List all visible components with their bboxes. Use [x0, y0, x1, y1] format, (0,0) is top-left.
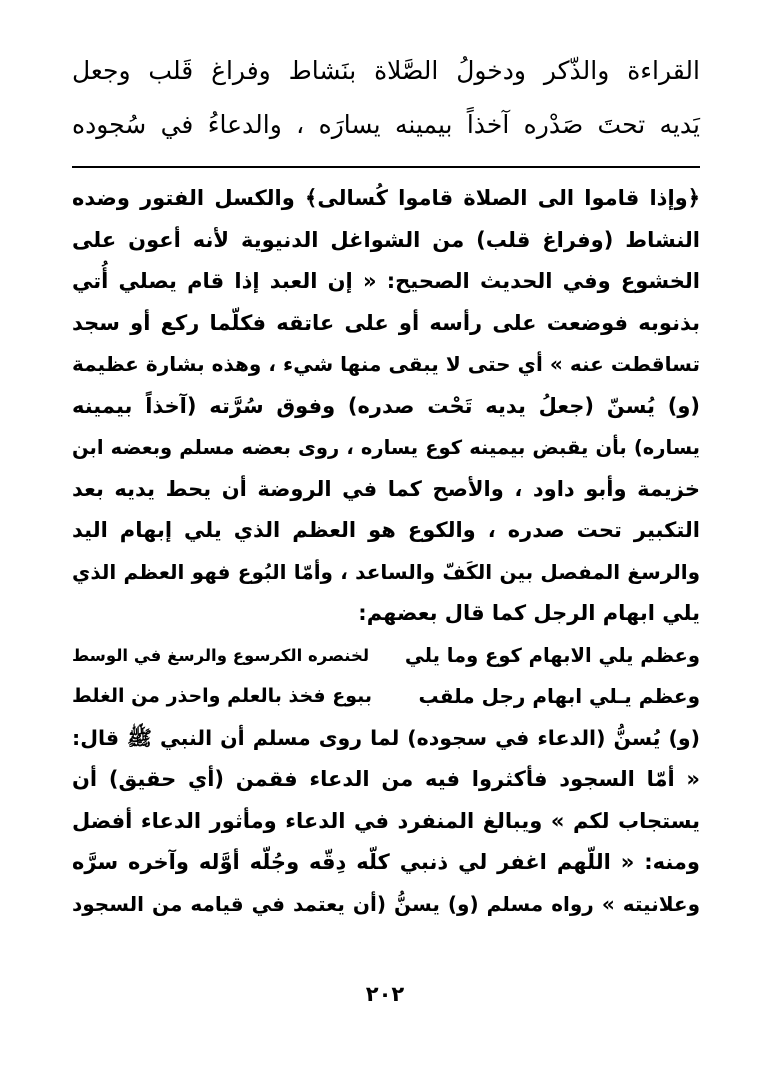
verse-second-hemistich: ببوع فخذ بالعلم واحذر من الغلط — [72, 685, 373, 707]
commentary-line: يساره) بأن يقبض بيمينه كوع يساره ، روى بعضه مسلم وبعضه ابن — [72, 436, 700, 459]
commentary — [72, 178, 700, 925]
commentary-line: يلي ابهام الرجل كما قال بعضهم: — [358, 601, 700, 625]
commentary-line: والرسغ المفصل بين الكَفّ والساعد ، وأمّا البُوع فهو العظم الذي — [72, 559, 700, 584]
verse-line — [72, 676, 700, 718]
verse-second-hemistich: لخنصره الكرسوع والرسغ في الوسط — [72, 645, 370, 665]
commentary-line: يستجاب لكم » ويبالغ المنفرد في الدعاء ومأثور الدعاء أفضل — [72, 808, 700, 833]
verse-first-hemistich: وعظم يـلي ابهام رجل ملقب — [418, 684, 700, 708]
main-text — [72, 44, 700, 152]
commentary-line: بذنوبه فوضعت على رأسه أو على عاتقه فكلّما ركع أو سجد — [72, 310, 700, 335]
main-text-line: القراءة والذّكر ودخولُ الصَّلاة بنَشاط وفراغ قَلب وجعل — [72, 56, 700, 85]
commentary-line: « أمّا السجود فأكثروا فيه من الدعاء فقمن (أي حقيق) أن — [72, 767, 700, 791]
commentary-line: ﴿وإذا قاموا الى الصلاة قاموا كُسالى﴾ والكسل الفتور وضده — [72, 186, 700, 210]
commentary-line: التكبير تحت صدره ، والكوع هو العظم الذي يلي إبهام اليد — [72, 518, 700, 542]
page-number: ٢٠٢ — [365, 982, 405, 1006]
verse-first-hemistich: وعظم يلي الابهام كوع وما يلي — [404, 643, 700, 667]
commentary-line: النشاط (وفراغ قلب) من الشواغل الدنيوية لأنه أعون على — [72, 227, 700, 252]
commentary-line: خزيمة وأبو داود ، والأصح كما في الروضة أن يحط يديه بعد — [72, 476, 700, 501]
commentary-line: (و) يُسنّ (جعلُ يديه تَحْت صدره) وفوق سُرَّته (آخذاً بيمينه — [72, 393, 700, 418]
verse-line — [72, 635, 700, 677]
commentary-line: تساقطت عنه » أي حتى لا يبقى منها شيء ، وهذه بشارة عظيمة — [72, 352, 700, 376]
commentary-line: ومنه: « اللّهم اغفر لي ذنبي كلّه دِقّه وجُلّه أوَّله وآخره سرَّه — [72, 850, 700, 874]
separator-rule — [72, 166, 700, 168]
commentary-line: الخشوع وفي الحديث الصحيح: « إن العبد إذا قام يصلي أُتي — [72, 269, 700, 293]
main-text-line: يَديه تحتَ صَدْره آخذاً بيمينه يسارَه ، والدعاءُ في سُجوده — [72, 110, 700, 139]
commentary-line: وعلانيته » رواه مسلم (و) يسنُّ (أن يعتمد في قيامه من السجود — [72, 891, 700, 916]
document-page — [72, 44, 700, 925]
commentary-line: (و) يُسنُّ (الدعاء في سجوده) لما روى مسلم أن النبي ﷺ قال: — [72, 725, 700, 750]
